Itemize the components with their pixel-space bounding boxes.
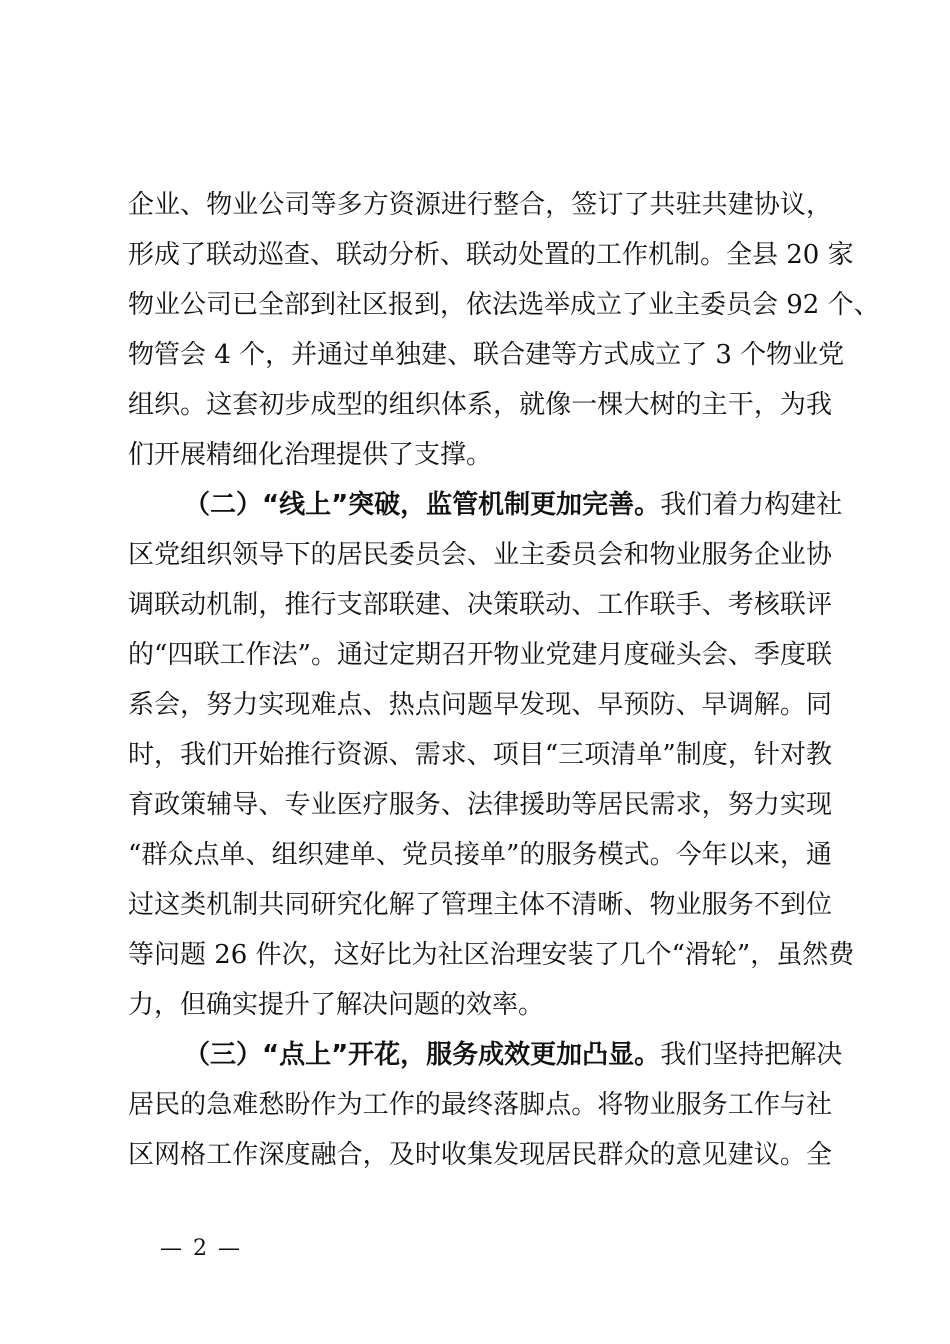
text-line: 居民的急难愁盼作为工作的最终落脚点。将物业服务工作与社: [128, 1090, 832, 1120]
text-line: 的“四联工作法”。通过定期召开物业党建月度碰头会、季度联: [128, 640, 832, 670]
text-line: 力，但确实提升了解决问题的效率。: [128, 990, 545, 1020]
text-line: 企业、物业公司等多方资源进行整合，签订了共驻共建协议，: [128, 190, 832, 220]
text-line: 区网格工作深度融合，及时收集发现居民群众的意见建议。全: [128, 1140, 832, 1170]
text-line: 时，我们开始推行资源、需求、项目“三项清单”制度，针对教: [128, 740, 832, 770]
text-line: 等问题 26 件次，这好比为社区治理安装了几个“滑轮”，虽然费: [128, 940, 855, 970]
text-line: 育政策辅导、专业医疗服务、法律援助等居民需求，努力实现: [128, 790, 832, 820]
text-line: 形成了联动巡查、联动分析、联动处置的工作机制。全县 20 家: [128, 240, 854, 270]
text-line: 物管会 4 个，并通过单独建、联合建等方式成立了 3 个物业党: [128, 340, 845, 370]
text-line: 调联动机制，推行支部联建、决策联动、工作联手、考核联评: [128, 590, 832, 620]
text-run: 我们着力构建社: [660, 490, 843, 520]
document-body: [128, 180, 880, 1180]
section-heading: （二）“线上”突破，监管机制更加完善。: [184, 490, 661, 520]
text-line: “群众点单、组织建单、党员接单”的服务模式。今年以来，通: [128, 840, 832, 870]
paragraph-1: [128, 180, 880, 480]
text-line: 组织。这套初步成型的组织体系，就像一棵大树的主干，为我: [128, 390, 832, 420]
text-line: [128, 480, 843, 530]
paragraph-2: [128, 480, 855, 1030]
text-line: [128, 1030, 843, 1080]
page-number: — 2 —: [160, 1236, 242, 1261]
text-run: 我们坚持把解决: [660, 1040, 843, 1070]
text-line: 物业公司已全部到社区报到，依法选举成立了业主委员会 92 个、: [128, 290, 880, 320]
text-line: 们开展精细化治理提供了支撑。: [128, 440, 493, 470]
text-line: 区党组织领导下的居民委员会、业主委员会和物业服务企业协: [128, 540, 832, 570]
paragraph-3: [128, 1030, 843, 1180]
text-line: 系会，努力实现难点、热点问题早发现、早预防、早调解。同: [128, 690, 832, 720]
section-heading: （三）“点上”开花，服务成效更加凸显。: [184, 1040, 661, 1070]
text-line: 过这类机制共同研究化解了管理主体不清晰、物业服务不到位: [128, 890, 832, 920]
